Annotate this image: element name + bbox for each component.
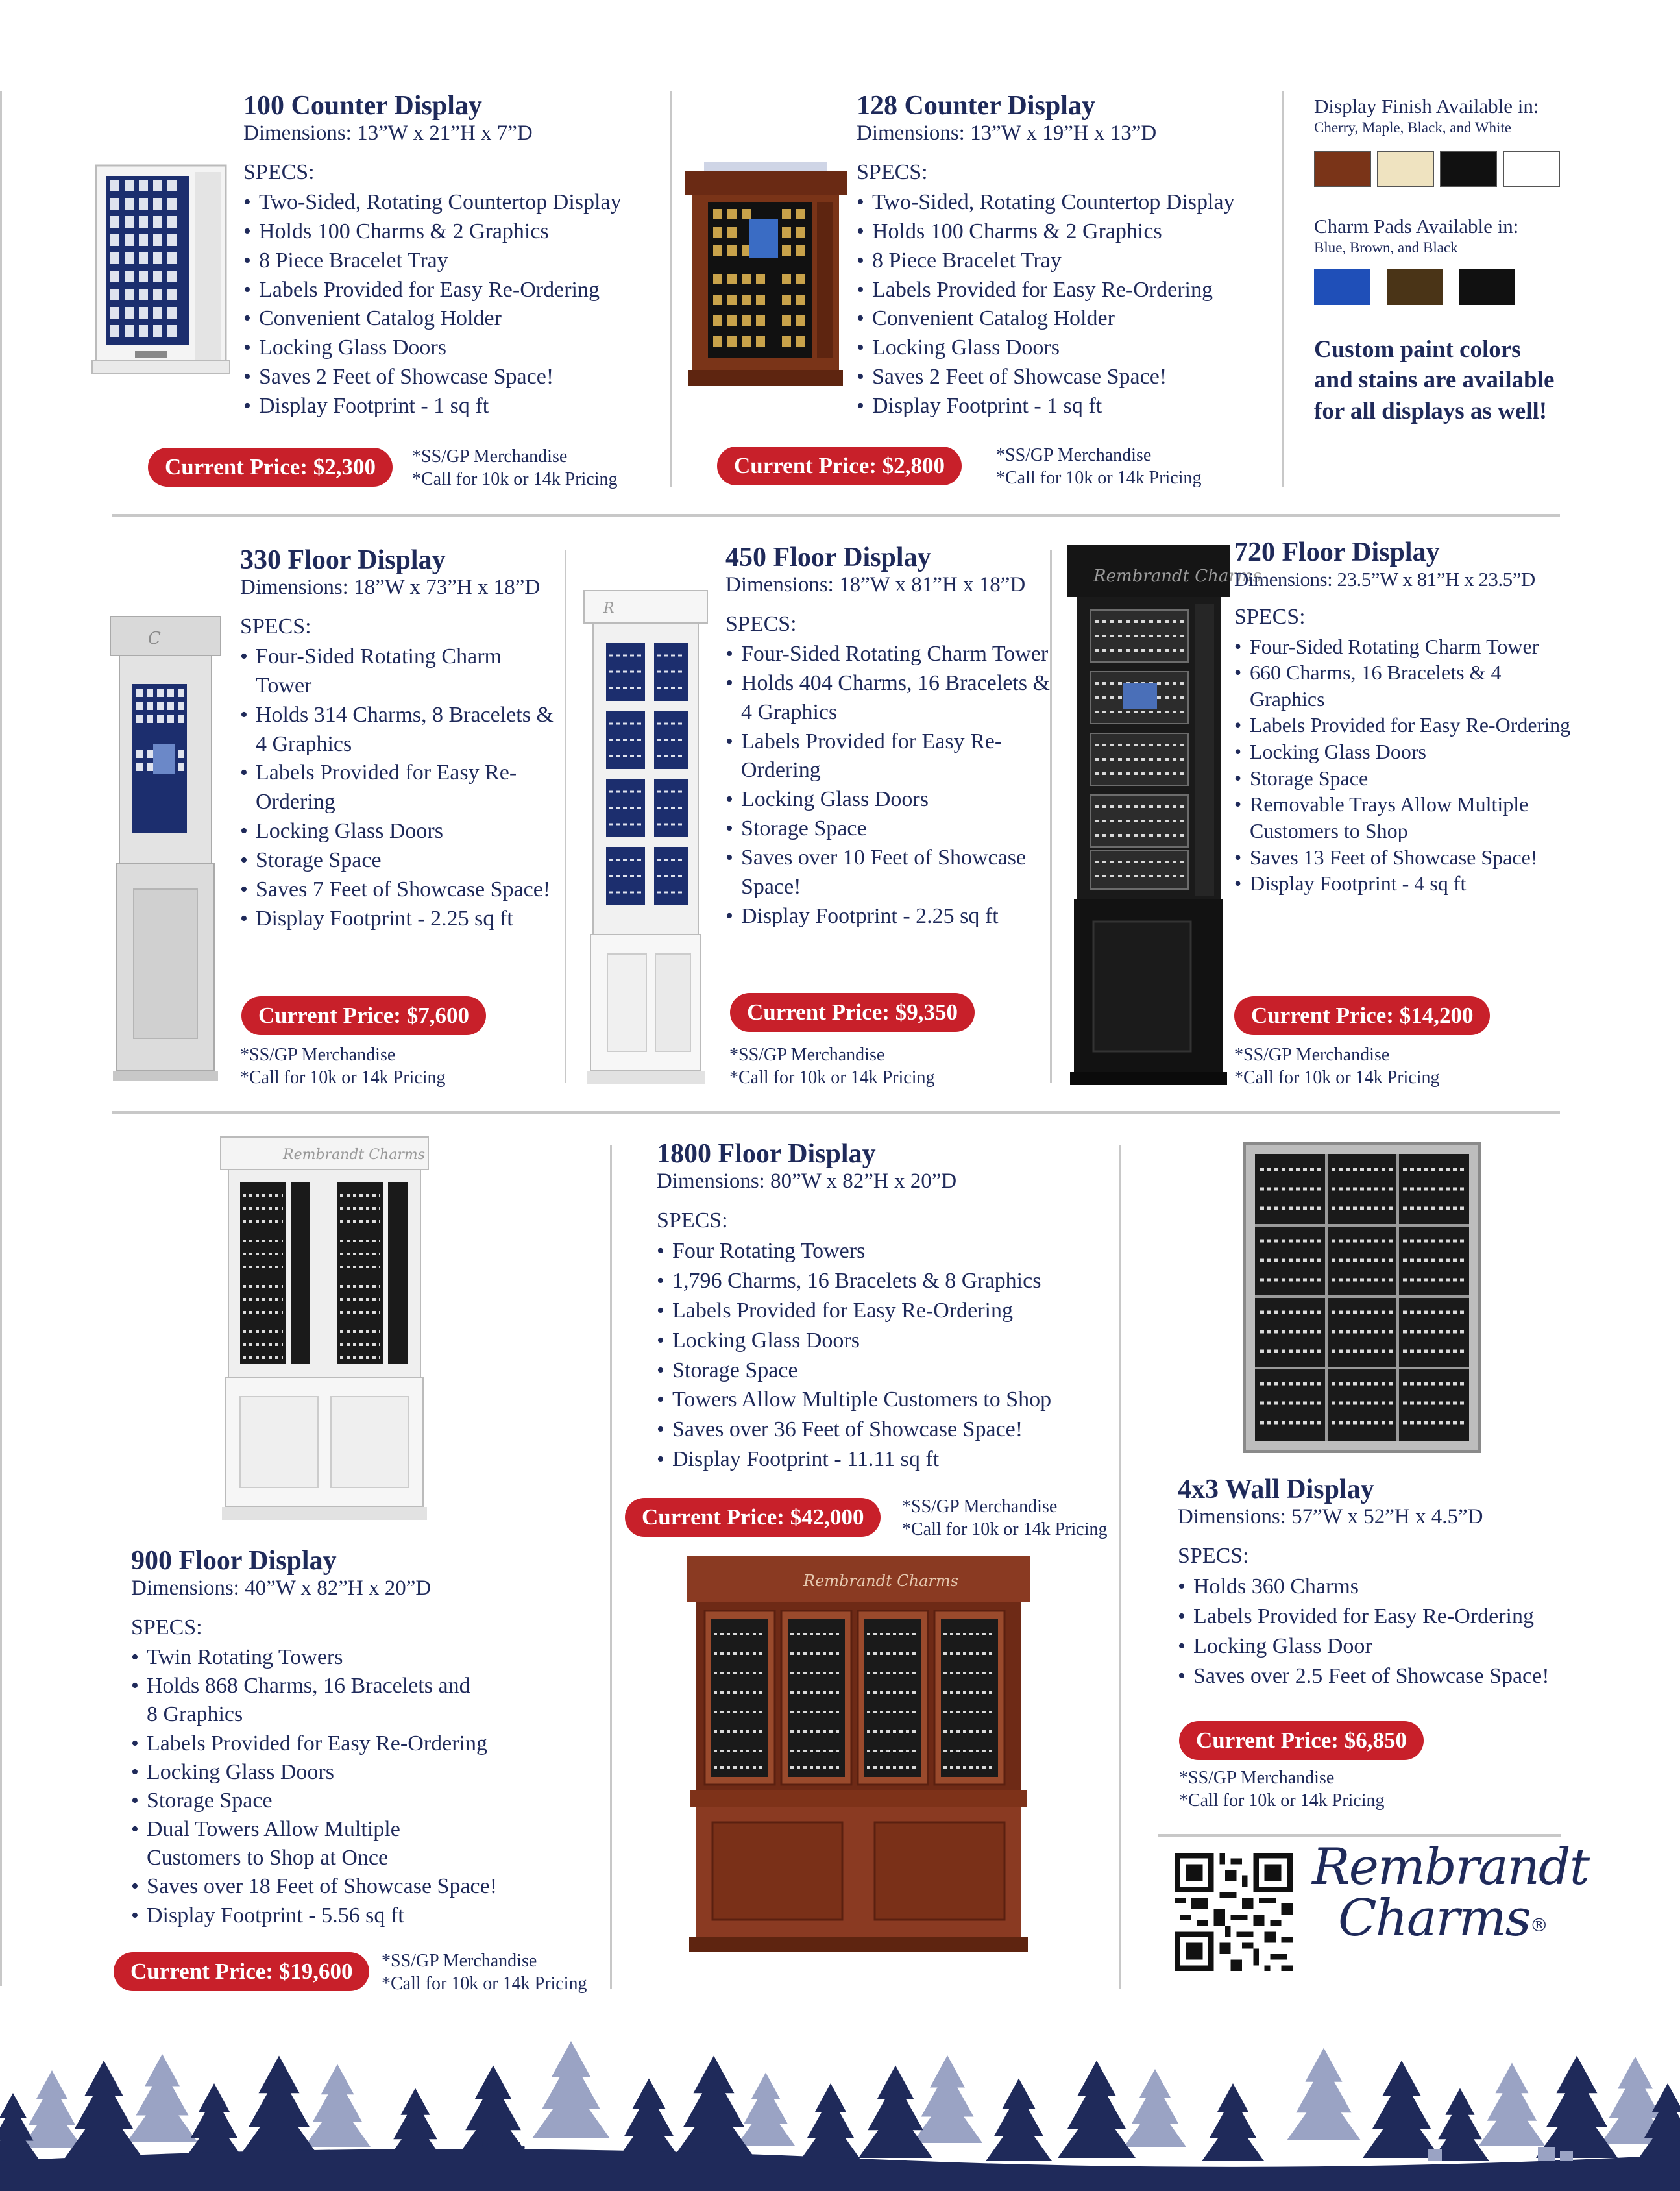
registered-mark: ® (1529, 1915, 1548, 1936)
product-dimensions: Dimensions: 40”W x 82”H x 20”D (131, 1576, 432, 1600)
product-card-720 (1234, 537, 1578, 897)
spec-item: • Display Footprint - 1 sq ft (857, 392, 1278, 421)
product-dimensions: Dimensions: 13”W x 19”H x 13”D (857, 121, 1157, 145)
note-call-pricing: *Call for 10k or 14k Pricing (996, 468, 1202, 488)
spec-item: • Two-Sided, Rotating Countertop Display (857, 188, 1278, 217)
specs-label: SPECS: (243, 160, 315, 184)
product-card-1800 (657, 1139, 1111, 1475)
product-card-450 (725, 543, 1050, 931)
specs-label: SPECS: (1178, 1543, 1249, 1568)
divider-v-row2-a (565, 550, 566, 1083)
spec-item: • Holds 100 Charms & 2 Graphics (857, 217, 1278, 247)
custom-note-line: and stains are available (1314, 367, 1555, 394)
product-title: 100 Counter Display (243, 91, 482, 121)
spec-item: • 660 Charms, 16 Bracelets & 4 Graphics (1234, 659, 1578, 712)
spec-item: • Display Footprint - 4 sq ft (1234, 870, 1578, 897)
spec-item: • Display Footprint - 11.11 sq ft (657, 1445, 1111, 1475)
spec-item: • Labels Provided for Easy Re-Ordering (131, 1730, 527, 1758)
spec-item: • Labels Provided for Easy Re-Ordering (1234, 712, 1578, 739)
spec-item: • Storage Space (240, 846, 558, 875)
product-illustration-900 (221, 1137, 428, 1526)
spec-item: • Saves 13 Feet of Showcase Space! (1234, 844, 1578, 871)
note-call-pricing: *Call for 10k or 14k Pricing (902, 1519, 1108, 1539)
specs-list (240, 643, 558, 934)
price-notes-wall (1179, 1767, 1385, 1812)
finish-swatch-maple (1377, 151, 1434, 187)
product-card-128 (857, 91, 1278, 421)
divider-v-row2-b (1050, 550, 1052, 1083)
note-call-pricing: *Call for 10k or 14k Pricing (1234, 1068, 1440, 1088)
spec-item: • Saves 2 Feet of Showcase Space! (243, 363, 665, 392)
spec-item: • Removable Trays Allow Multiple Customers to Shop (1234, 791, 1578, 844)
price-badge-450: Current Price: $9,350 (730, 993, 975, 1032)
divider-h-logo (1158, 1834, 1561, 1837)
product-illustration-720 (1067, 545, 1261, 1087)
logo-line1: Rembrandt (1312, 1838, 1589, 1896)
spec-item: • Saves over 2.5 Feet of Showcase Space! (1178, 1661, 1632, 1691)
product-card-330 (240, 545, 558, 934)
note-merchandise: *SS/GP Merchandise (729, 1045, 885, 1065)
spec-item: • Locking Glass Doors (657, 1326, 1111, 1356)
spec-item: • Four-Sided Rotating Charm Tower (1234, 633, 1578, 660)
spec-item: • Convenient Catalog Holder (857, 304, 1278, 334)
product-title: 720 Floor Display (1234, 537, 1440, 567)
product-dimensions: Dimensions: 57”W x 52”H x 4.5”D (1178, 1505, 1483, 1529)
spec-item: • Locking Glass Doors (857, 334, 1278, 363)
spec-item: • Holds 404 Charms, 16 Bracelets & 4 Graphics (725, 669, 1050, 728)
finish-options (1314, 94, 1664, 138)
brand-logo (1312, 1838, 1589, 1991)
product-title: 128 Counter Display (857, 91, 1095, 121)
qr-code[interactable] (1175, 1853, 1293, 1971)
finish-swatch-cherry (1314, 151, 1371, 187)
price-notes-100 (412, 445, 618, 491)
spec-item: • Storage Space (1234, 765, 1578, 792)
note-call-pricing: *Call for 10k or 14k Pricing (1179, 1791, 1385, 1811)
spec-item: • Holds 314 Charms, 8 Bracelets & 4 Graphics (240, 701, 558, 759)
note-merchandise: *SS/GP Merchandise (1179, 1768, 1335, 1788)
svg-text:C: C (148, 629, 161, 648)
note-merchandise: *SS/GP Merchandise (1234, 1045, 1390, 1065)
spec-item: • 1,796 Charms, 16 Bracelets & 8 Graphics (657, 1266, 1111, 1296)
pad-swatch-black (1459, 269, 1515, 305)
specs-label: SPECS: (1234, 605, 1306, 630)
product-dimensions: Dimensions: 80”W x 82”H x 20”D (657, 1169, 957, 1193)
spec-item: • Storage Space (725, 814, 1050, 844)
spec-item: • Holds 360 Charms (1178, 1572, 1632, 1602)
divider-h-row1 (112, 514, 1560, 517)
spec-item: • Twin Rotating Towers (131, 1643, 527, 1672)
svg-text:R: R (603, 600, 615, 617)
pads-subtitle: Blue, Brown, and Black (1314, 239, 1458, 256)
product-title: 900 Floor Display (131, 1546, 337, 1576)
logo-line2: Charms (1338, 1889, 1530, 1948)
spec-item: • Towers Allow Multiple Customers to Shop (657, 1385, 1111, 1415)
specs-label: SPECS: (725, 611, 797, 636)
product-title: 1800 Floor Display (657, 1139, 876, 1169)
price-badge-720: Current Price: $14,200 (1234, 996, 1490, 1035)
product-title: 4x3 Wall Display (1178, 1475, 1374, 1504)
price-badge-900: Current Price: $19,600 (114, 1952, 369, 1991)
price-notes-128 (996, 444, 1202, 489)
spec-item: • Labels Provided for Easy Re-Ordering (243, 276, 665, 305)
spec-item: • Saves 2 Feet of Showcase Space! (857, 363, 1278, 392)
spec-item: • Two-Sided, Rotating Countertop Display (243, 188, 665, 217)
product-illustration-1800 (687, 1556, 1030, 1959)
spec-item: • Labels Provided for Easy Re-Ordering (1178, 1602, 1632, 1632)
specs-list (725, 640, 1050, 931)
specs-label: SPECS: (131, 1615, 202, 1639)
specs-list (1234, 633, 1578, 897)
note-merchandise: *SS/GP Merchandise (902, 1497, 1058, 1517)
note-call-pricing: *Call for 10k or 14k Pricing (240, 1068, 446, 1088)
product-illustration-100 (96, 165, 226, 380)
price-badge-330: Current Price: $7,600 (241, 996, 486, 1035)
specs-label: SPECS: (657, 1208, 728, 1232)
price-badge-100: Current Price: $2,300 (148, 448, 393, 487)
logo-line2-wrap (1312, 1889, 1559, 1948)
spec-item: • Locking Glass Doors (1234, 739, 1578, 765)
price-badge-128: Current Price: $2,800 (717, 447, 962, 485)
price-notes-720 (1234, 1044, 1440, 1089)
note-merchandise: *SS/GP Merchandise (240, 1045, 396, 1065)
custom-colors-note (1314, 334, 1554, 426)
divider-v-row1-b (1282, 91, 1284, 487)
forest-footer-art (0, 1999, 1680, 2191)
product-title: 450 Floor Display (725, 543, 931, 572)
finish-swatch-black (1440, 151, 1497, 187)
specs-label: SPECS: (240, 614, 311, 639)
note-merchandise: *SS/GP Merchandise (996, 445, 1152, 465)
product-illustration-450 (584, 578, 707, 1090)
divider-v-row1-a (670, 91, 672, 487)
pad-swatch-brown (1387, 269, 1443, 305)
finish-swatch-white (1503, 151, 1560, 187)
note-call-pricing: *Call for 10k or 14k Pricing (382, 1974, 587, 1994)
note-call-pricing: *Call for 10k or 14k Pricing (412, 469, 618, 489)
specs-list (857, 188, 1278, 421)
price-badge-1800: Current Price: $42,000 (625, 1498, 881, 1537)
product-dimensions: Dimensions: 18”W x 73”H x 18”D (240, 576, 541, 600)
note-merchandise: *SS/GP Merchandise (382, 1951, 537, 1971)
product-illustration-wall (1245, 1144, 1479, 1452)
left-edge-rule (0, 91, 2, 1986)
finish-title: Display Finish Available in: (1314, 95, 1539, 117)
specs-list (243, 188, 665, 421)
spec-item: • Four Rotating Towers (657, 1236, 1111, 1266)
spec-item: • Locking Glass Door (1178, 1632, 1632, 1661)
spec-item: • Holds 100 Charms & 2 Graphics (243, 217, 665, 247)
spec-item: • Locking Glass Doors (725, 785, 1050, 814)
spec-item: • Saves over 10 Feet of Showcase Space! (725, 844, 1050, 902)
spec-item: • Saves 7 Feet of Showcase Space! (240, 875, 558, 905)
pad-options (1314, 214, 1664, 258)
product-illustration-128 (685, 162, 847, 389)
spec-item: • Storage Space (131, 1787, 527, 1815)
spec-item: • 8 Piece Bracelet Tray (243, 247, 665, 276)
specs-list (131, 1643, 527, 1930)
spec-item: • Locking Glass Doors (131, 1758, 527, 1787)
spec-item: • Saves over 18 Feet of Showcase Space! (131, 1872, 527, 1901)
product-card-100 (243, 91, 665, 421)
pad-swatch-blue (1314, 269, 1370, 305)
cabinet-brand-text: Rembrandt Charms (1093, 567, 1261, 586)
finish-subtitle: Cherry, Maple, Black, and White (1314, 119, 1512, 136)
specs-list (1178, 1572, 1632, 1691)
spec-item: • Display Footprint - 2.25 sq ft (240, 905, 558, 934)
spec-item: • Labels Provided for Easy Re-Ordering (725, 728, 1050, 786)
spec-item: • Display Footprint - 2.25 sq ft (725, 902, 1050, 931)
spec-item: • Holds 868 Charms, 16 Bracelets and 8 Graphics (131, 1672, 484, 1729)
product-card-900 (131, 1546, 585, 1930)
spec-item: • 8 Piece Bracelet Tray (857, 247, 1278, 276)
price-notes-1800 (902, 1495, 1108, 1541)
product-illustration-330 (110, 617, 221, 1084)
pads-title: Charm Pads Available in: (1314, 215, 1519, 238)
spec-item: • Convenient Catalog Holder (243, 304, 665, 334)
specs-label: SPECS: (857, 160, 928, 184)
spec-item: • Labels Provided for Easy Re-Ordering (857, 276, 1278, 305)
custom-note-line: for all displays as well! (1314, 397, 1548, 424)
spec-item: • Labels Provided for Easy Re-Ordering (240, 759, 558, 817)
product-dimensions: Dimensions: 18”W x 81”H x 18”D (725, 573, 1026, 597)
price-notes-450 (729, 1044, 935, 1089)
spec-item: • Locking Glass Doors (240, 817, 558, 846)
spec-item: • Four-Sided Rotating Charm Tower (725, 640, 1050, 669)
note-call-pricing: *Call for 10k or 14k Pricing (729, 1068, 935, 1088)
note-merchandise: *SS/GP Merchandise (412, 447, 568, 467)
spec-item: • Display Footprint - 5.56 sq ft (131, 1902, 527, 1930)
divider-v-row3-b (1119, 1145, 1121, 1989)
svg-text:Rembrandt Charms: Rembrandt Charms (283, 1147, 426, 1163)
spec-item: • Storage Space (657, 1356, 1111, 1386)
spec-item: • Labels Provided for Easy Re-Ordering (657, 1296, 1111, 1326)
custom-note-line: Custom paint colors (1314, 336, 1521, 363)
spec-item: • Saves over 36 Feet of Showcase Space! (657, 1415, 1111, 1445)
specs-list (657, 1236, 1111, 1475)
spec-item: • Four-Sided Rotating Charm Tower (240, 643, 558, 701)
price-notes-900 (382, 1950, 587, 1995)
product-dimensions: Dimensions: 13”W x 21”H x 7”D (243, 121, 533, 145)
spec-item: • Dual Towers Allow Multiple Customers to Shop at Once (131, 1815, 484, 1872)
price-badge-wall: Current Price: $6,850 (1179, 1721, 1424, 1760)
divider-h-row2 (112, 1111, 1560, 1114)
product-dimensions: Dimensions: 23.5”W x 81”H x 23.5”D (1234, 568, 1535, 591)
svg-text:Rembrandt Charms: Rembrandt Charms (803, 1572, 958, 1590)
price-notes-330 (240, 1044, 446, 1089)
product-card-wall (1178, 1475, 1632, 1691)
spec-item: • Locking Glass Doors (243, 334, 665, 363)
spec-item: • Display Footprint - 1 sq ft (243, 392, 665, 421)
product-title: 330 Floor Display (240, 545, 446, 575)
divider-v-row3-a (610, 1145, 612, 1989)
